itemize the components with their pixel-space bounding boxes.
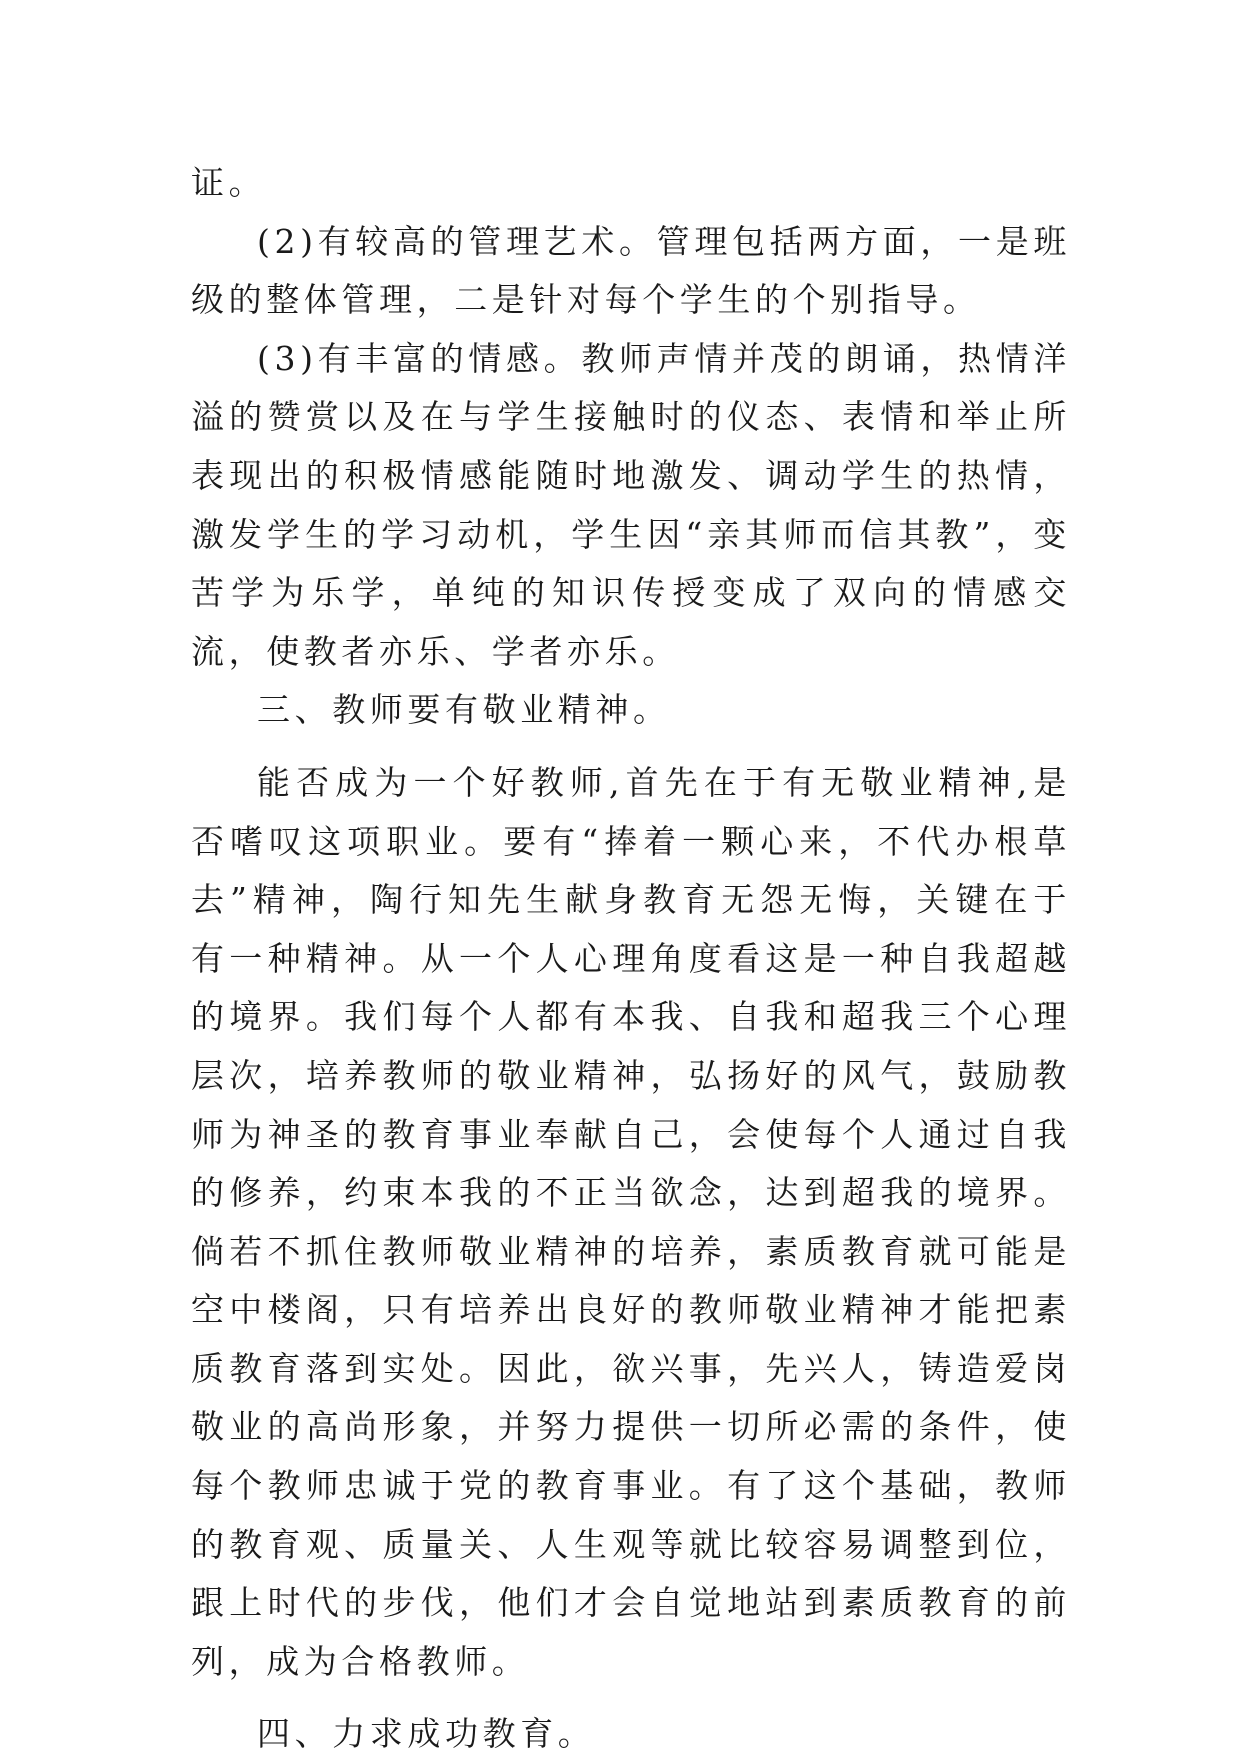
document-body <box>191 154 1071 1764</box>
paragraph-emotion: (3)有丰富的情感。教师声情并茂的朗诵，热情洋溢的赞赏以及在与学生接触时的仪态、表情和举止所表现出的积极情感能随时地激发、调动学生的热情，激发学生的学习动机，学生因“亲其师而信其教”，变苦学为乐学，单纯的知识传授变成了双向的情感交流，使教者亦乐、学者亦乐。 <box>191 338 1071 671</box>
section-heading-success-education: 四、力求成功教育。 <box>257 1714 596 1754</box>
paragraph-dedication: 能否成为一个好教师,首先在于有无敬业精神,是否嗜叹这项职业。要有“捧着一颗心来，不代办根草去”精神，陶行知先生献身教育无怨无悔，关键在于有一种精神。从一个人心理角度看这是一种自我超越的境界。我们每个人都有本我、自我和超我三个心理层次，培养教师的敬业精神，弘扬好的风气，鼓励教师为神圣的教育事业奉献自己，会使每个人通过自我的修养，约束本我的不正当欲念，达到超我的境界。倘若不抓住教师敬业精神的培养，素质教育就可能是空中楼阁，只有培养出良好的教师敬业精神才能把素质教育落到实处。因此，欲兴事，先兴人，铸造爱岗敬业的高尚形象，并努力提供一切所必需的条件，使每个教师忠诚于党的教育事业。有了这个基础，教师的教育观、质量关、人生观等就比较容易调整到位，跟上时代的步伐，他们才会自觉地站到素质教育的前列，成为合格教师。 <box>191 762 1071 1681</box>
paragraph-continuation: 证。 <box>191 163 267 202</box>
paragraph-management-art: (2)有较高的管理艺术。管理包括两方面，一是班级的整体管理，二是针对每个学生的个别指导。 <box>191 221 1071 320</box>
section-heading-dedication: 三、教师要有敬业精神。 <box>257 690 671 730</box>
